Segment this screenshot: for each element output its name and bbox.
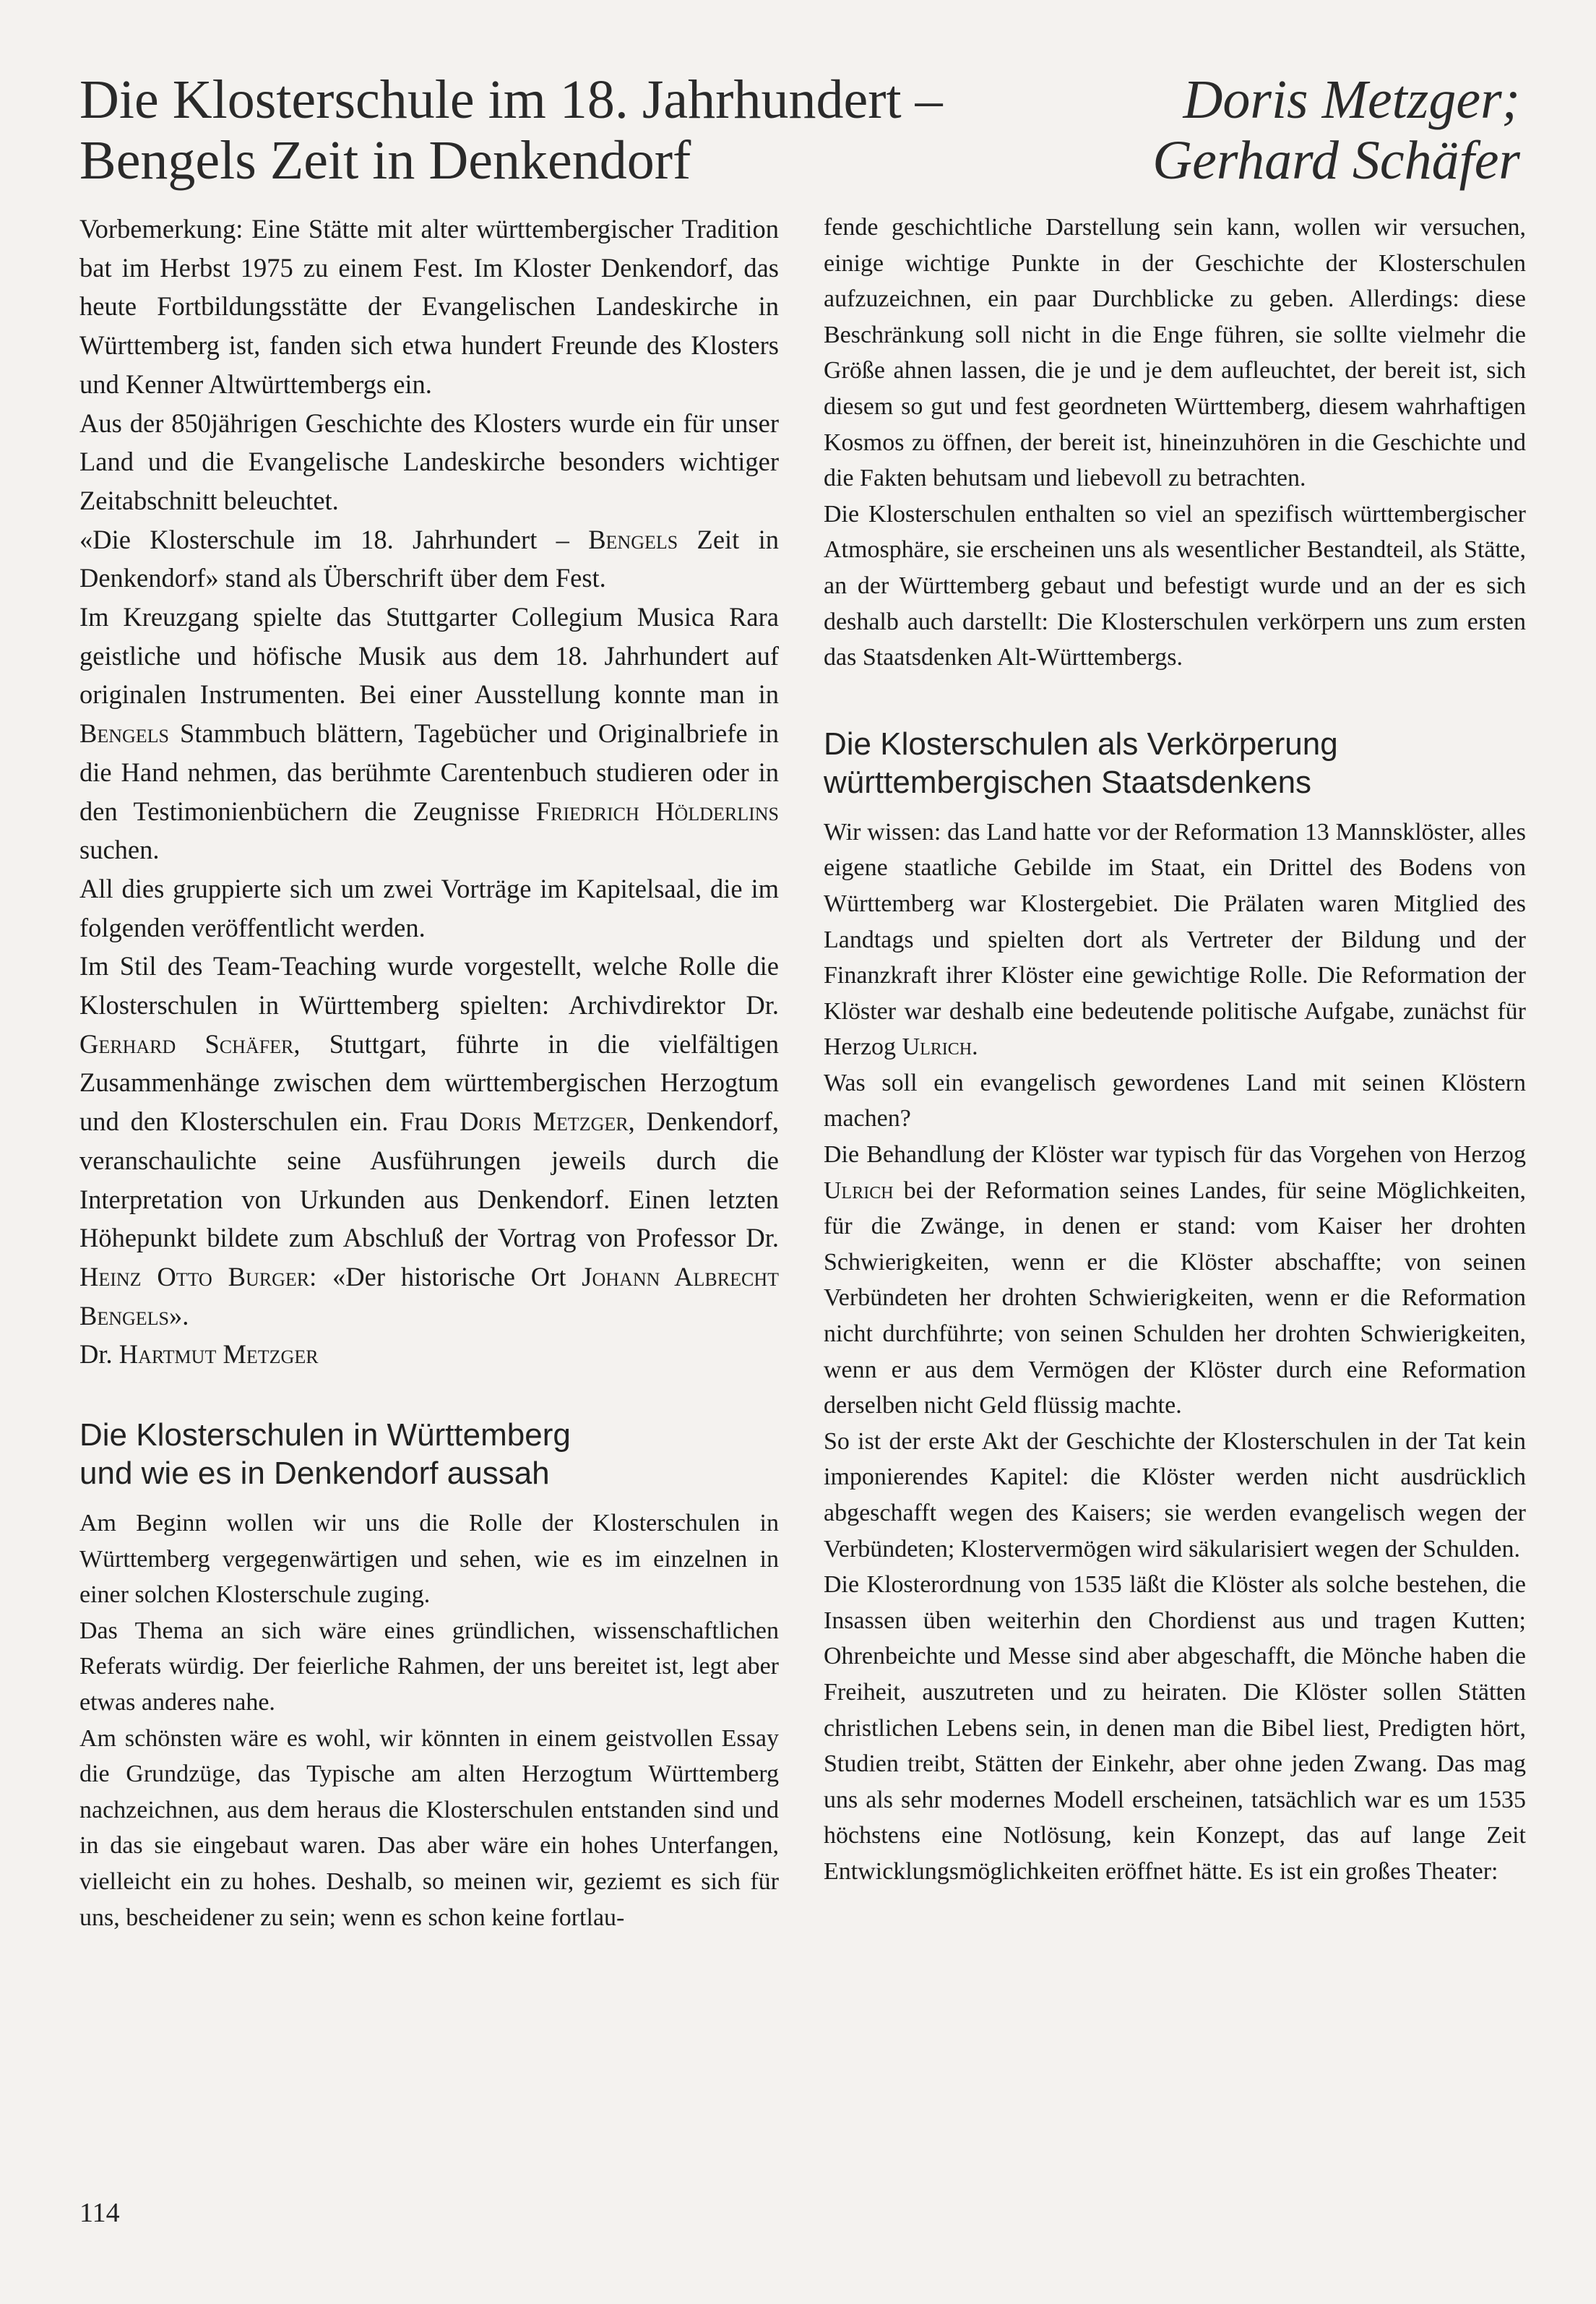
body-paragraph: Was soll ein evangelisch gewordenes Land mit seinen Klöstern machen?: [824, 1069, 1526, 1132]
article-authors: [1014, 69, 1520, 191]
section-body: [79, 1505, 779, 1935]
heading-line: württembergischen Staatsdenkens: [824, 764, 1312, 800]
body-paragraph: So ist der erste Akt der Geschichte der Klosterschulen in der Tat kein imponierendes Kapitel: die Klöster werden nicht ausdrücklich abgeschafft wegen des Kaisers; sie werden evangelisch wegen der Verbündeten; Klostervermögen wird säkularisiert wegen der Schulden.: [824, 1427, 1526, 1562]
person-name: Ulrich: [824, 1177, 894, 1204]
preface-paragraph: [79, 598, 779, 869]
body-paragraph: fende geschichtliche Darstellung sein kann, wollen wir versuchen, einige wichtige Punkte in der Geschichte der Klosterschulen aufzuzeichnen, ein paar Durchblicke zu geben. Allerdings: diese Beschränkung soll nicht in die Enge führen, sie sollte vielmehr die Größe ahnen lassen, die je und je dem aufleuchtet, der bereit ist, sich diesem so gut und fest geordneten Württemberg, diesem wahrhaftigen Kosmos zu öffnen, der bereit ist, hineinzuhören in die Geschichte und die Fakten behutsam und liebevoll zu betrachten.: [824, 214, 1526, 492]
body-paragraph: Die Klosterschulen enthalten so viel an spezifisch württembergischer Atmosphäre, sie erscheinen uns als wesentlicher Bestandteil, als Stätte, an der Württemberg gebaut und befestigt wurde und an der es sich deshalb auch darstellt: Die Klosterschulen verkörpern uns zum ersten das Staatsdenken Alt-Württembergs.: [824, 500, 1526, 671]
heading-line: Die Klosterschulen in Württemberg: [79, 1417, 571, 1453]
text-run: Zeit in Denkendorf» stand als Überschrift über dem Fest.: [79, 524, 780, 593]
author-line-1: Doris Metzger;: [1183, 69, 1520, 130]
article-title-line-2: Bengels Zeit in Denkendorf: [79, 130, 691, 191]
text-run: : «Der historische Ort: [309, 1261, 582, 1291]
person-name: Hartmut Metzger: [118, 1339, 319, 1370]
person-name: Bengels: [588, 524, 678, 554]
heading-line: Die Klosterschulen als Verkörperung: [824, 726, 1338, 762]
text-run: , Denkendorf, veranschaulichte seine Ausführungen jeweils durch die Interpretation von Urkunden aus Denkendorf. Einen letzten Höhepunkt bildete zum Abschluß der Vortrag von Professor Dr.: [79, 1106, 779, 1253]
text-run: «Die Klosterschule im 18. Jahrhundert –: [79, 524, 589, 554]
body-paragraph: [824, 814, 1526, 1065]
section-body: [824, 814, 1526, 1890]
author-line-2: Gerhard Schäfer: [1152, 130, 1520, 191]
person-name: Bengels: [79, 718, 170, 749]
body-paragraph: Am Beginn wollen wir uns die Rolle der Klosterschulen in Württemberg vergegenwärtigen und sehen, wie es im einzelnen in einer solchen Klosterschule zuging.: [79, 1510, 779, 1609]
article-title-line-1: Die Klosterschule im 18. Jahrhundert –: [79, 69, 943, 130]
body-paragraph: Die Klosterordnung von 1535 läßt die Klöster als solche bestehen, die Insassen üben weiterhin den Chordienst aus und tragen Kutten; Ohrenbeichte und Messe sind aber abgeschafft, die Mönche haben die Freiheit, auszutreten und zu heiraten. Die Klöster sollen Stätten christlichen Lebens sein, in denen man die Bibel liest, Predigten hört, Studien treibt, Stätten der Einkehr, aber ohne jeden Zwang. Das mag uns als sehr modernes Modell erscheinen, tatsächlich war es um 1535 höchstens eine Notlösung, kein Konzept, das auf lange Zeit Entwicklungsmöglichkeiten eröffnet hätte. Es ist ein großes Theater:: [824, 1571, 1526, 1885]
page-number: 114: [79, 2198, 120, 2228]
text-run: Die Behandlung der Klöster war typisch für das Vorgehen von Herzog: [824, 1141, 1526, 1169]
text-run: Wir wissen: das Land hatte vor der Reformation 13 Mannsklöster, alles eigene staatliche Gebilde im Staat, ein Drittel des Bodens von Württemberg war Klostergebiet. Die Prälaten waren Mitglied des Landtags und spielten dort als Vertreter der Bildung und der Finanzkraft ihrer Klöster eine gewichtige Rolle. Die Reformation der Klöster war deshalb eine bedeutende politische Aufgabe, zunächst für Herzog: [824, 818, 1526, 1061]
person-name: Ulrich: [902, 1033, 972, 1061]
text-run: suchen.: [79, 835, 160, 865]
person-name: Friedrich Hölderlins: [535, 796, 779, 826]
preface-paragraph: Aus der 850jährigen Geschichte des Klosters wurde ein für unser Land und die Evangelische Landeskirche besonders wichtiger Zeitabschnitt beleuchtet.: [79, 408, 779, 515]
heading-line: und wie es in Denkendorf aussah: [79, 1456, 550, 1492]
preface-paragraph: Vorbemerkung: Eine Stätte mit alter württembergischer Tradition bat im Herbst 1975 zu einem Fest. Im Kloster Denkendorf, das heute Fortbildungsstätte der Evangelischen Landeskirche in Württemberg ist, fanden sich etwa hundert Freunde des Klosters und Kenner Altwürttembergs ein.: [79, 214, 779, 399]
body-paragraph: Das Thema an sich wäre eines gründlichen, wissenschaftlichen Referats würdig. Der feierliche Rahmen, der uns bereitet ist, legt aber etwas anderes nahe.: [79, 1617, 779, 1716]
person-name: Johann Albrecht Bengels: [79, 1261, 779, 1331]
body-paragraph: [824, 1137, 1526, 1424]
text-run: Stammbuch blättern, Tagebücher und Originalbriefe in die Hand nehmen, das berühmte Carentenbuch studieren oder in den Testimonienbüchern die Zeugnisse: [79, 718, 779, 826]
text-run: bei der Reformation seines Landes, für seine Möglichkeiten, für die Zwänge, in denen er stand: vom Kaiser her drohten Schwierigkeiten, wenn er die Klöster abschaffte; von seinen Verbündeten her drohten Schwierigkeiten, wenn er die Reformation nicht durchführte; von seinen Schulden her drohten Schwierigkeiten, wenn er aus dem Vermögen der Klöster durch eine Reformation derselben nicht Geld flüssig machte.: [824, 1177, 1526, 1419]
preface-paragraph: All dies gruppierte sich um zwei Vorträge im Kapitelsaal, die im folgenden veröffentlicht werden.: [79, 873, 779, 942]
person-name: Gerhard Schäfer: [79, 1028, 294, 1059]
section-body: [824, 210, 1526, 676]
text-run: Dr.: [79, 1339, 119, 1370]
text-run: Im Stil des Team-Teaching wurde vorgestellt, welche Rolle die Klosterschulen in Württemberg spielten: Archivdirektor Dr.: [79, 951, 779, 1020]
article-title: [79, 69, 1077, 191]
section-heading: [824, 725, 1526, 801]
left-column: [79, 210, 779, 1935]
right-column: [824, 210, 1526, 1890]
preface: [79, 210, 779, 1374]
body-paragraph: Am schönsten wäre es wohl, wir könnten in einem geistvollen Essay die Grundzüge, das Typische am alten Herzogtum Württemberg nachzeichnen, aus dem heraus die Klosterschulen entstanden sind und in das sie eingebaut waren. Das aber wäre ein hohes Unterfangen, vielleicht ein zu hohes. Deshalb, so meinen wir, geziemt es sich für uns, bescheidener zu sein; wenn es schon keine fortlau-: [79, 1724, 779, 1931]
person-name: Doris Metzger: [460, 1106, 629, 1137]
text-run: , Stuttgart, führte in die vielfältigen Zusammenhänge zwischen dem württembergischen Herzogtum und den Klosterschulen ein. Frau: [79, 1028, 779, 1137]
section-heading: [79, 1416, 779, 1492]
text-run: .: [972, 1033, 978, 1061]
preface-paragraph: [79, 947, 779, 1335]
text-run: ».: [169, 1300, 189, 1331]
person-name: Heinz Otto Burger: [79, 1261, 310, 1291]
text-run: Im Kreuzgang spielte das Stuttgarter Collegium Musica Rara geistliche und höfische Musik aus dem 18. Jahrhundert auf originalen Instrumenten. Bei einer Ausstellung konnte man in: [79, 602, 779, 710]
preface-signature: [79, 1335, 779, 1374]
preface-paragraph: [79, 520, 779, 598]
